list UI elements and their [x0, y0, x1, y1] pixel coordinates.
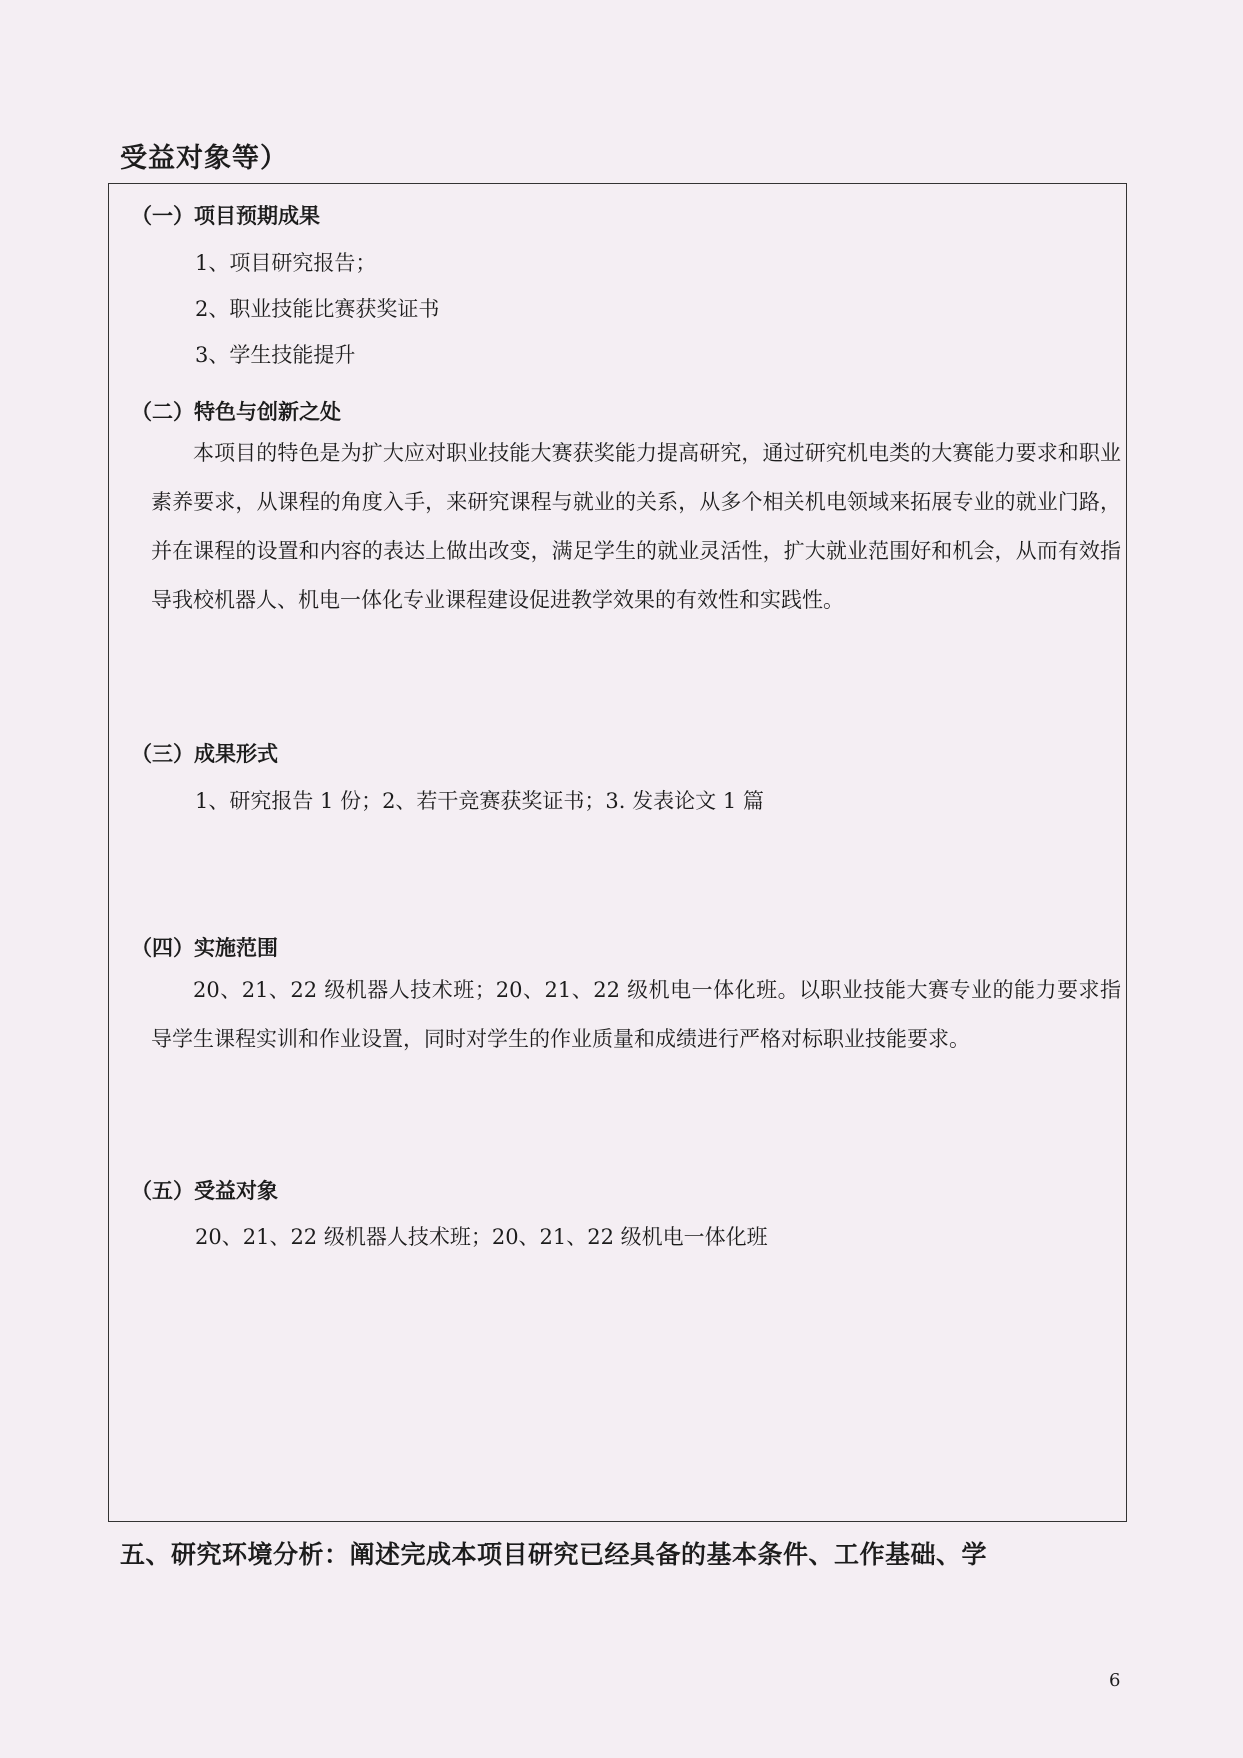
section-title-result-form: （三）成果形式	[131, 742, 278, 766]
section-title-scope: （四）实施范围	[131, 936, 278, 960]
section-title-beneficiaries: （五）受益对象	[131, 1179, 278, 1203]
page-heading: 受益对象等）	[120, 143, 288, 174]
list-item: 3、学生技能提升	[195, 343, 356, 367]
list-item: 2、职业技能比赛获奖证书	[195, 297, 440, 321]
beneficiaries-line: 20、21、22 级机器人技术班；20、21、22 级机电一体化班	[195, 1225, 768, 1249]
content-box	[108, 183, 1127, 1522]
features-paragraph: 本项目的特色是为扩大应对职业技能大赛获奖能力提高研究，通过研究机电类的大赛能力要求和职业素养要求，从课程的角度入手，来研究课程与就业的关系，从多个相关机电领域来拓展专业的就业门路，并在课程的设置和内容的表达上做出改变，满足学生的就业灵活性，扩大就业范围好和机会，从而有效指导我校机器人、机电一体化专业课程建设促进教学效果的有效性和实践性。	[151, 441, 1121, 612]
page-number: 6	[1109, 1670, 1121, 1691]
scope-paragraph: 20、21、22 级机器人技术班；20、21、22 级机电一体化班。以职业技能大赛专业的能力要求指导学生课程实训和作业设置，同时对学生的作业质量和成绩进行严格对标职业技能要求。	[151, 978, 1121, 1051]
result-form-line: 1、研究报告 1 份；2、若干竞赛获奖证书；3. 发表论文 1 篇	[195, 789, 764, 813]
bottom-heading: 五、研究环境分析：阐述完成本项目研究已经具备的基本条件、工作基础、学	[120, 1540, 988, 1569]
list-item: 1、项目研究报告；	[195, 251, 377, 275]
section-title-features: （二）特色与创新之处	[131, 400, 341, 424]
section-title-expected-results: （一）项目预期成果	[131, 204, 320, 228]
